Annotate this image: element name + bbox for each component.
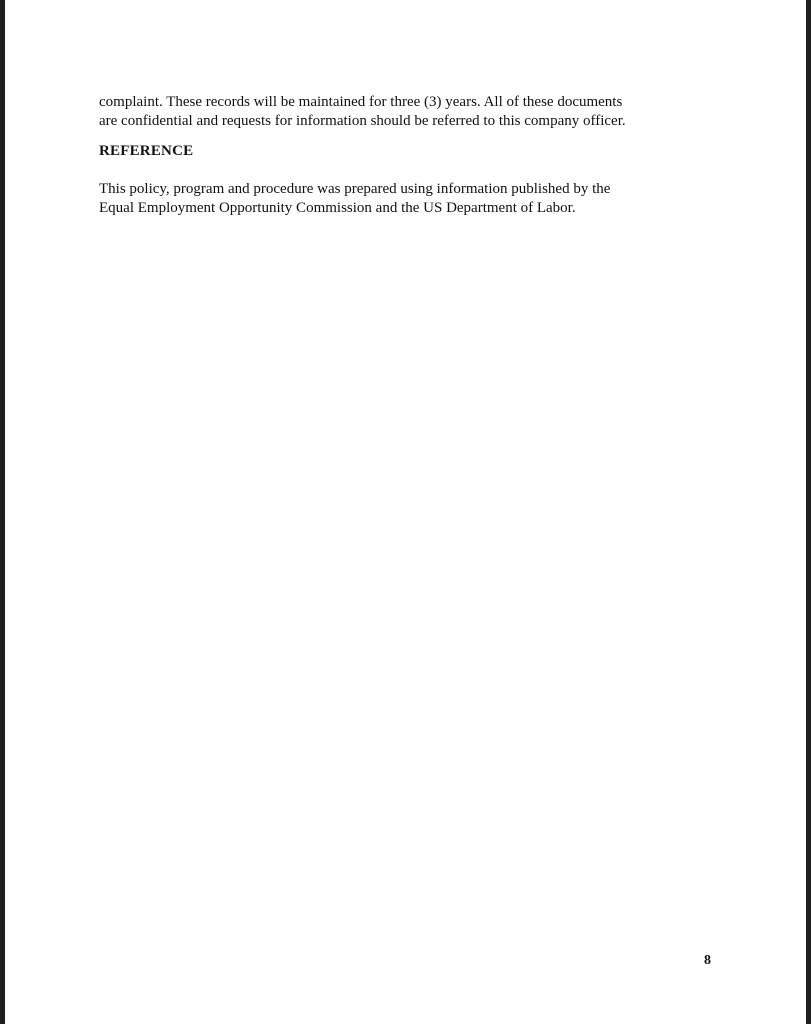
- viewer-right-edge: [806, 0, 811, 1024]
- document-page: [5, 0, 806, 1024]
- paragraph-line: complaint. These records will be maintained for three (3) years. All of these documents: [99, 94, 623, 110]
- reference-heading: REFERENCE: [99, 143, 194, 159]
- paragraph-line: are confidential and requests for information should be referred to this company officer.: [99, 112, 626, 129]
- reference-paragraph: [99, 180, 709, 217]
- records-paragraph: [99, 93, 709, 130]
- page-number: 8: [704, 953, 711, 968]
- paragraph-line: Equal Employment Opportunity Commission and the US Department of Labor.: [99, 199, 576, 216]
- paragraph-line: This policy, program and procedure was prepared using information published by the: [99, 181, 611, 197]
